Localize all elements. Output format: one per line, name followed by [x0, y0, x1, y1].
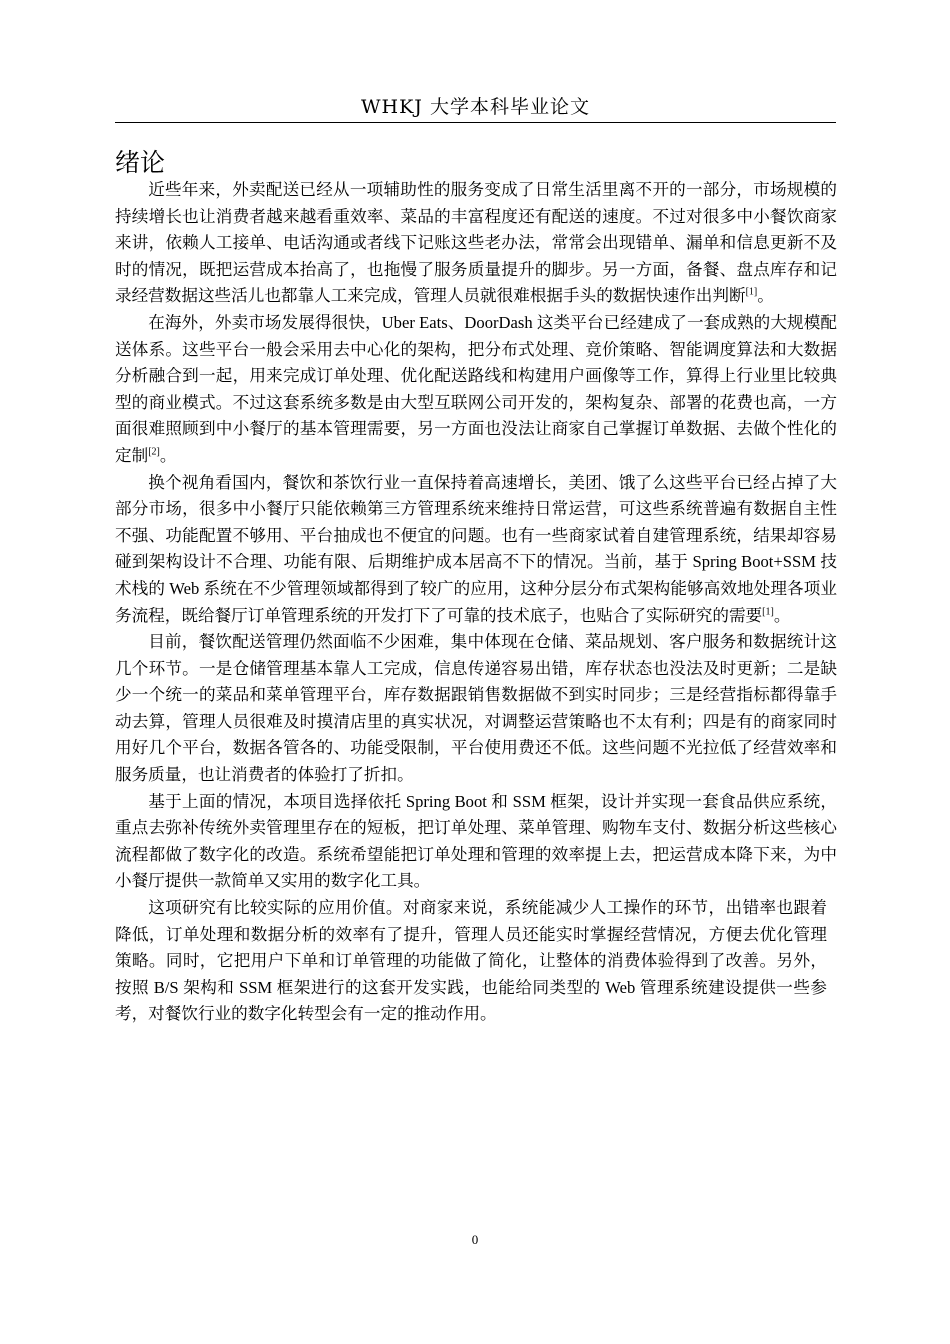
paragraph-5: [115, 789, 837, 895]
paragraph-4-text: 目前，餐饮配送管理仍然面临不少困难，集中体现在仓储、菜品规划、客户服务和数据统计这几个环节。一是仓储管理基本靠人工完成，信息传递容易出错，库存状态也没法及时更新；二是缺少一个统一的菜品和菜单管理平台，库存数据跟销售数据做不到实时同步；三是经营指标都得靠手动去算，管理人员很难及时摸清店里的真实状况，对调整运营策略也不太有利；四是有的商家同时用好几个平台，数据各管各的、功能受限制，平台使用费还不低。这些问题不光拉低了经营效率和服务质量，也让消费者的体验打了折扣。: [115, 632, 837, 785]
body-text: [115, 177, 837, 1028]
page-number: 0: [471, 1232, 479, 1247]
paragraph-3-end: 。: [773, 605, 791, 625]
section-heading: 绪论: [115, 148, 166, 177]
citation-marker: [1]: [745, 286, 758, 298]
paragraph-3: [115, 470, 837, 630]
running-header: WHKJ 大学本科毕业论文: [361, 96, 590, 118]
paragraph-2-end: 。: [159, 445, 177, 465]
paragraph-1-end: 。: [757, 286, 774, 306]
paragraph-6: [115, 895, 827, 1028]
citation-marker: [2]: [148, 446, 160, 458]
citation-marker: [1]: [762, 605, 774, 617]
paragraph-5-text: 基于上面的情况，本项目选择依托 Spring Boot 和 SSM 框架，设计并实现一套食品供应系统，重点去弥补传统外卖管理里存在的短板，把订单处理、菜单管理、购物车支付、数据分析这些核心流程都做了数字化的改造。系统希望能把订单处理和管理的效率提上去，把运营成本降下来，为中小餐厅提供一款简单又实用的数字化工具。: [115, 791, 837, 891]
paragraph-3-text: 换个视角看国内，餐饮和茶饮行业一直保持着高速增长，美团、饿了么这些平台已经占掉了大部分市场，很多中小餐厅只能依赖第三方管理系统来维持日常运营，可这些系统普遍有数据自主性不强、功能配置不够用、平台抽成也不便宜的问题。也有一些商家试着自建管理系统，结果却容易碰到架构设计不合理、功能有限、后期维护成本居高不下的情况。当前，基于 Spring Boot+SSM 技术栈的 Web 系统在不少管理领域都得到了较广的应用，这种分层分布式架构能够高效地处理各项业务流程，既给餐厅订单管理系统的开发打下了可靠的技术底子，也贴合了实际研究的需要: [115, 472, 837, 625]
paragraph-4: [115, 629, 837, 789]
paragraph-1-text: 近些年来，外卖配送已经从一项辅助性的服务变成了日常生活里离不开的一部分，市场规模的持续增长也让消费者越来越看重效率、菜品的丰富程度还有配送的速度。不过对很多中小餐饮商家来讲，依赖人工接单、电话沟通或者线下记账这些老办法，常常会出现错单、漏单和信息更新不及时的情况，既把运营成本抬高了，也拖慢了服务质量提升的脚步。另一方面，备餐、盘点库存和记录经营数据这些活儿也都靠人工来完成，管理人员就很难根据手头的数据快速作出判断: [115, 180, 837, 306]
paragraph-2-text: 在海外，外卖市场发展得很快，Uber Eats、DoorDash 这类平台已经建成了一套成熟的大规模配送体系。这些平台一般会采用去中心化的架构，把分布式处理、竞价策略、智能调度算法和大数据分析融合到一起，用来完成订单处理、优化配送路线和构建用户画像等工作，算得上行业里比较典型的商业模式。不过这套系统多数是由大型互联网公司开发的，架构复杂、部署的花费也高，一方面很难照顾到中小餐厅的基本管理需要，另一方面也没法让商家自己掌握订单数据、去做个性化的定制: [115, 312, 837, 465]
paragraph-2: [115, 310, 837, 470]
header-rule: [115, 122, 836, 123]
paragraph-1: [115, 177, 837, 310]
paragraph-6-text: 这项研究有比较实际的应用价值。对商家来说，系统能减少人工操作的环节，出错率也跟着降低，订单处理和数据分析的效率有了提升，管理人员还能实时掌握经营情况，方便去优化管理策略。同时，它把用户下单和订单管理的功能做了简化，让整体的消费体验得到了改善。另外，按照 B/S 架构和 SSM 框架进行的这套开发实践，也能给同类型的 Web 管理系统建设提供一些参考，对餐饮行业的数字化转型会有一定的推动作用。: [115, 898, 827, 1024]
